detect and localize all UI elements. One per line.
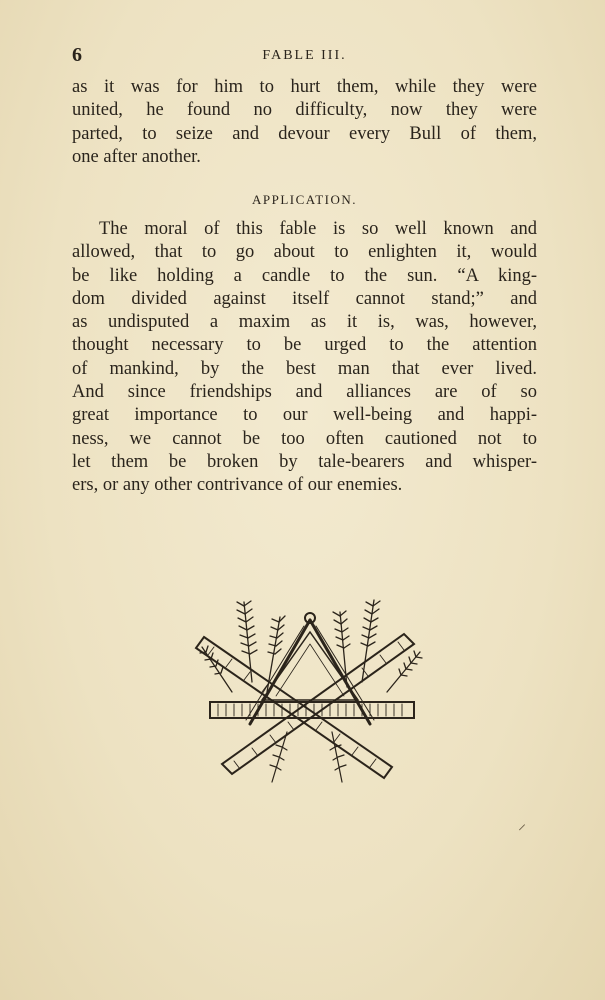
text-line: ers, or any other contrivance of our enemies. [72,475,403,496]
text-line: dom divided against itself cannot stand;” and [72,288,537,309]
text-line: The moral of this fable is so well known and [99,219,537,239]
text-line: united, he found no difficulty, now they were [72,100,537,121]
text-line: let them be broken by tale-bearers and whisper- [72,451,537,472]
stray-mark: ⸝ [518,816,527,833]
text-line: as undisputed a maxim as it is, was, however, [72,312,537,333]
text-line: of mankind, by the best man that ever lived. [72,358,537,379]
text-line: And since friendships and alliances are of so [72,382,537,403]
text-line: as it was for him to hurt them, while they were [72,77,537,97]
application-heading: APPLICATION. [251,192,358,207]
text-line: parted, to seize and devour every Bull of them, [72,123,537,144]
text-line: thought necessary to be urged to the attention [72,335,537,356]
masonic-square-compass-wheat-ornament-icon [192,592,427,792]
fable-title: FABLE III. [262,48,347,63]
text-line: great importance to our well-being and happi- [72,405,537,426]
text-line: be like holding a candle to the sun. “A king- [72,265,537,286]
text-line: ness, we cannot be too often cautioned not to [72,428,537,449]
text-line: allowed, that to go about to enlighten it, would [72,242,537,263]
fable-continuation-paragraph [72,76,537,169]
page-number: 6 [72,44,82,66]
text-line: one after another. [72,146,201,167]
running-head [72,44,537,70]
application-paragraph [72,218,537,498]
